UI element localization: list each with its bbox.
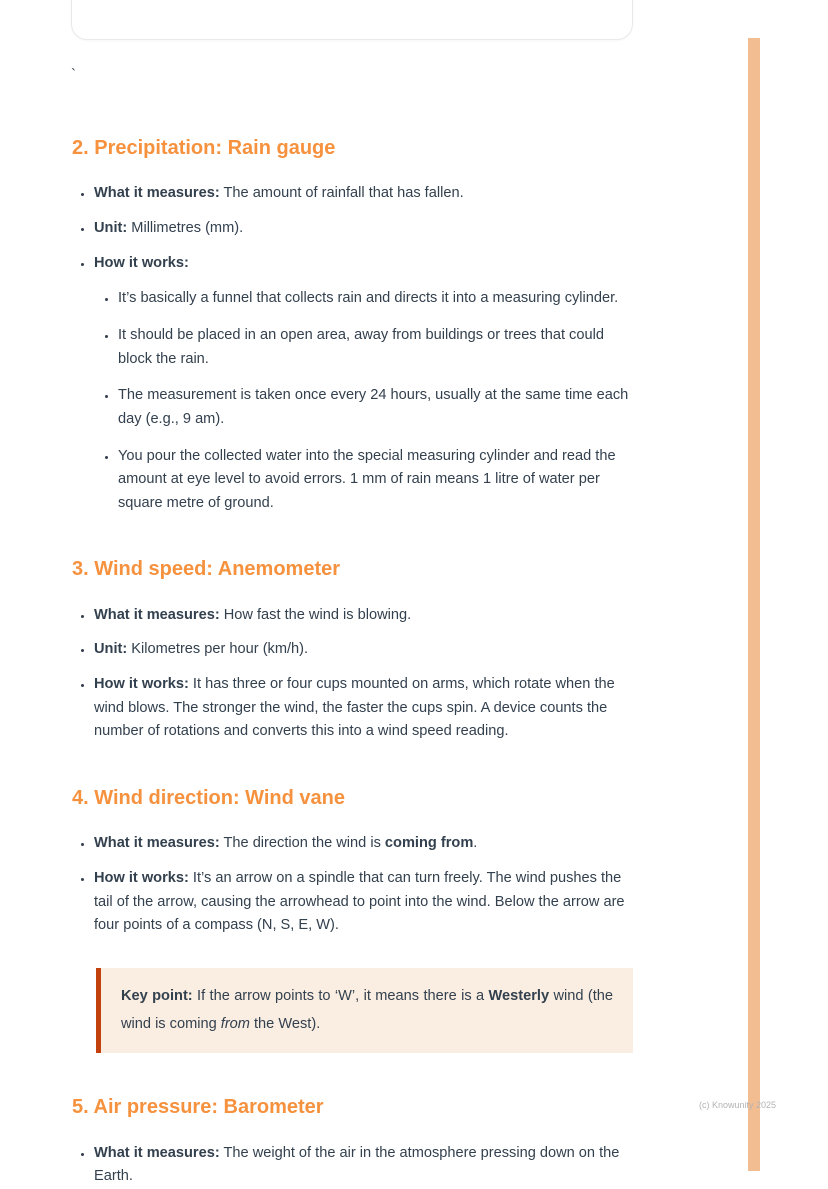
callout-italic-phrase: from	[220, 1015, 250, 1032]
bullet-text: .	[473, 835, 478, 852]
bullet-text: Kilometres per hour (km/h).	[127, 641, 309, 658]
list-item	[94, 217, 633, 241]
bullet-text: It has three or four cups mounted on arms, which rotate when the wind blows. The stronger the wind, the faster the cups spin. A device counts the number of rotations and converts this into a wind speed reading.	[94, 676, 615, 740]
stray-backtick: `	[71, 66, 76, 83]
section-heading: 2. Precipitation: Rain gauge	[72, 137, 336, 159]
bullet-text: How fast the wind is blowing.	[219, 606, 412, 623]
bullet-lead: Unit:	[94, 220, 128, 237]
nested-bullet-list	[94, 287, 633, 515]
callout-segment: If the arrow points to ‘W’, it means there is a	[192, 987, 489, 1004]
bullet-lead: What it measures:	[94, 1144, 220, 1161]
bullet-lead: What it measures:	[94, 185, 220, 202]
bullet-text: The amount of rainfall that has fallen.	[219, 185, 464, 202]
section-heading: 5. Air pressure: Barometer	[72, 1096, 324, 1119]
bullet-lead: How it works:	[94, 676, 189, 693]
callout-segment: the West).	[249, 1015, 321, 1032]
bullet-bold-phrase: coming from	[384, 835, 474, 852]
callout-segment: wind (the wind is coming	[121, 987, 613, 1032]
section-heading: 4. Wind direction: Wind vane	[72, 787, 345, 810]
bullet-list	[72, 832, 633, 938]
section-wind-speed	[72, 553, 633, 744]
list-item	[94, 867, 633, 938]
key-point-callout	[96, 968, 633, 1053]
bullet-text: You pour the collected water into the special measuring cylinder and read the amount at eye level to avoid errors. 1 mm of rain means 1 litre of water per square metre of ground.	[118, 447, 616, 511]
bullet-text: Millimetres (mm).	[127, 220, 244, 237]
bullet-text: It’s an arrow on a spindle that can turn freely. The wind pushes the tail of the arrow, causing the arrowhead to point into the wind. Below the arrow are four points of a compass (N, S, E, W).	[94, 870, 625, 934]
notes-content	[72, 108, 633, 1189]
list-item	[118, 384, 633, 431]
list-item	[94, 252, 633, 516]
section-heading: 3. Wind speed: Anemometer	[72, 558, 341, 581]
previous-card-bottom-edge	[71, 0, 633, 40]
list-item	[118, 445, 633, 516]
bullet-text: It’s basically a funnel that collects rain and directs it into a measuring cylinder.	[118, 290, 619, 307]
bullet-lead: How it works:	[94, 254, 189, 271]
section-air-pressure	[72, 1091, 633, 1189]
bullet-list	[72, 604, 633, 744]
list-item	[118, 287, 633, 311]
bullet-lead: What it measures:	[94, 835, 220, 852]
section-wind-direction	[72, 782, 633, 1053]
bullet-lead: Unit:	[94, 641, 128, 658]
list-item	[94, 1142, 633, 1189]
callout-lead: Key point:	[121, 987, 193, 1004]
bullet-text: The weight of the air in the atmosphere pressing down on the Earth.	[94, 1144, 620, 1185]
list-item	[94, 832, 633, 856]
callout-text	[121, 983, 613, 1038]
list-item	[118, 324, 633, 371]
list-item	[94, 182, 633, 206]
bullet-text: It should be placed in an open area, away from buildings or trees that could block the rain.	[118, 326, 604, 367]
copyright-note: (c) Knowunity 2025	[698, 1100, 776, 1110]
bullet-text: The direction the wind is	[219, 835, 385, 852]
section-precipitation	[72, 132, 633, 515]
bullet-lead: What it measures:	[94, 606, 220, 623]
list-item	[94, 604, 633, 628]
side-accent-stripe	[748, 38, 760, 1171]
bullet-text: The measurement is taken once every 24 hours, usually at the same time each day (e.g., 9 am).	[118, 387, 629, 427]
bullet-lead: How it works:	[94, 870, 189, 887]
list-item	[94, 673, 633, 744]
bullet-list	[72, 1142, 633, 1189]
list-item	[94, 638, 633, 662]
callout-bold-phrase: Westerly	[488, 987, 550, 1004]
bullet-list	[72, 182, 633, 515]
